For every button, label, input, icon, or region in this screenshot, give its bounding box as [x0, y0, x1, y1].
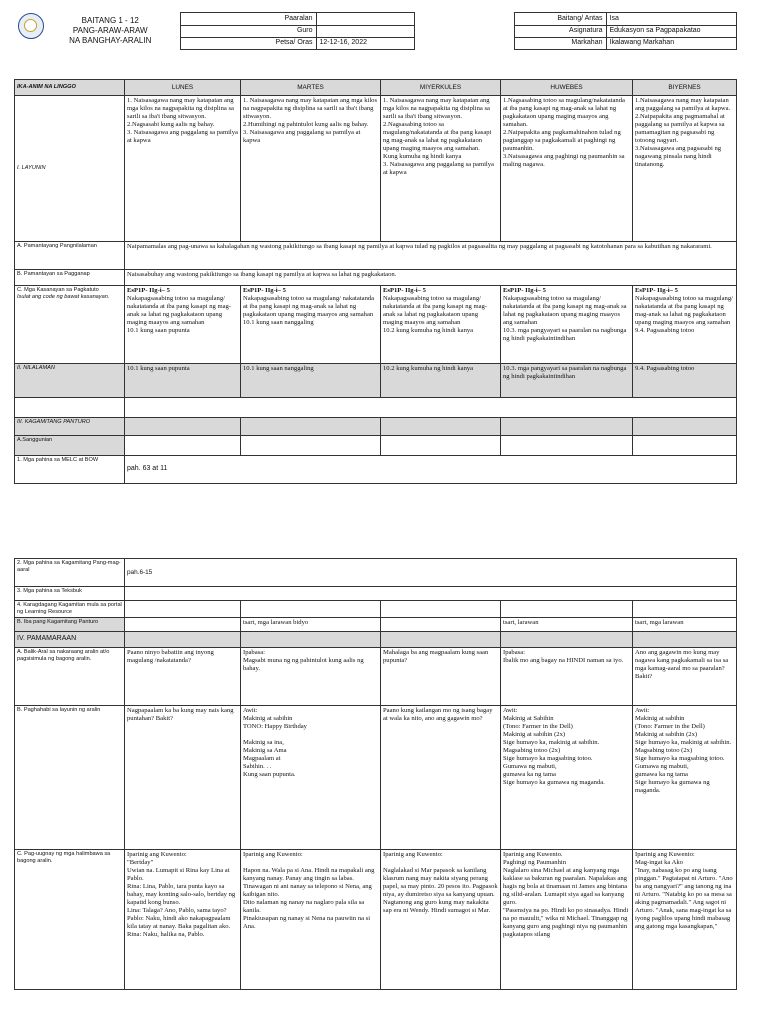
doc-title-line1: PANG-ARAW-ARAW: [72, 26, 148, 35]
kasanayan-label: C. Mga Kasanayan sa Pagkatuto: [17, 287, 99, 293]
kagamitan-mag-aaral-value: pah.6-15: [125, 559, 737, 587]
plan-table-bottom: [14, 558, 737, 990]
nilalaman-lunes: 10.1 kung saan pupunta: [125, 364, 241, 398]
paghahabi-martes: Awit: Makinig at sabihin TONO: Happy Birthday Makinig sa ina, Makinig sa Ama Magpaalam at Sabihin. . . Kung saan pupunta.: [241, 706, 381, 850]
kasanayan-huwebes: Nakapagsasabing totoo sa magulang/ nakatatanda at iba pang kasapi ng mag-anak sa lahat ng pagkakataon upang maging maayos ang samahan 10.3. mga pangyayari sa paaralan na nagbunga ng hindi pagkakaintindihan: [503, 295, 627, 343]
balik-aral-biyernes: Ano ang gagawin mo kung may nagawa kang pagkakamali sa isa sa mga kamag-aaral mo sa paaralan? Bakit?: [633, 648, 737, 706]
kagamitan-mag-aaral-label: 2. Mga pahina sa Kagamitang Pang-mag-aaral: [15, 559, 125, 587]
teksbuk-label: 3. Mga pahina sa Teksbuk: [15, 587, 125, 601]
paghahabi-huwebes: Awit: Makinig at Sabihin (Tono: Farmer in the Dell) Makinig at sabihin (2x) Sige humayo ka, makinig at sabihin. Magsabing totoo (2x) Sige humayo ka magsabing totoo. Gumawa ng mabuti, gumawa ka ng tama Sige humayo ka gumawa ng maganda.: [501, 706, 633, 850]
kasanayan-lunes: Nakapagsasabing totoo sa magulang/ nakatatanda at iba pang kasapi ng mag-anak sa lahat ng pagkakataon upang maging maayos ang samahan 10.1 kung saan pupunta: [127, 295, 231, 335]
layunin-lunes: 1. Naisasagawa nang may katapatan ang mga kilos na nagpapakita ng disiplina sa sarili sa iba't ibang sitwasyon. 2.Nagsasabi kung aalis ng bahay. 3. Naisasagawa ang paggalang sa pamilya at kapwa: [125, 96, 241, 242]
petsa-value: 12-12-16, 2022: [316, 38, 414, 50]
kasanayan-code: EsP1P- IIg-i– 5: [635, 287, 678, 294]
nilalaman-martes: 10.1 kung saan nanggaling: [241, 364, 381, 398]
nilalaman-biyernes: 9.4. Pagsasabing totoo: [633, 364, 737, 398]
markahan-label: Markahan: [514, 38, 606, 50]
paaralan-value[interactable]: [316, 13, 414, 26]
pag-uugnay-martes: Iparinig ang Kuwento: Hapon na. Wala pa si Ana. Hindi na mapakali ang kanyang nanay. Panay ang tingin sa labas. Tinawagan ni ani nanay sa telepono si Nena, ang kaibigan nito. Dito nalaman ng nanay na naglaro pala sila sa kanila. Pinakiusapan ng nanay si Nena na pauwiin na si Ana.: [241, 850, 381, 990]
lrmds-label: 4. Karagdagang Kagamitan mula sa portal ng Learning Resource: [15, 601, 125, 618]
pamamaraan-label: IV. PAMAMARAAN: [15, 632, 125, 648]
doc-title-line2: NA BANGHAY-ARALIN: [69, 36, 152, 45]
day-miyerkules: MIYERKULES: [381, 80, 501, 96]
guro-value[interactable]: [316, 26, 414, 38]
kasanayan-code: EsP1P- IIg-i– 5: [383, 287, 426, 294]
balik-aral-lunes: Paano ninyo babatiin ang inyong magulang /nakatatanda?: [125, 648, 241, 706]
kasanayan-martes: Nakapagsasabing totoo sa magulang/ nakatatanda at iba pang kasapi ng mag-anak sa lahat ng pagkakataon upang maging maayos ang samahan 10.1 kung saan nanggaling: [243, 295, 375, 327]
petsa-label: Petsa/ Oras: [180, 38, 316, 50]
pamantayang-pangnilalaman-label: A. Pamantayang Pangnilalaman: [15, 242, 125, 270]
pag-uugnay-label: C. Pag-uugnay ng mga halimbawa sa bagong aralin.: [15, 850, 125, 990]
day-lunes: LUNES: [125, 80, 241, 96]
day-huwebes: HUWEBES: [501, 80, 633, 96]
kasanayan-code: EsP1P- IIg-i– 5: [127, 287, 170, 294]
pamantayan-pagganap-text: Naisasabuhay ang wastong pakikitungo sa ibang kasapi ng pamilya at kapwa sa lahat ng pagkakataon.: [125, 270, 737, 286]
kasanayan-code: EsP1P- IIg-i– 5: [243, 287, 286, 294]
pamantayang-pangnilalaman-text: Naipamamalas ang pag-unawa sa kahalagahan ng wastong pakikitungo sa ibang kasapi ng pamilya at kapwa tulad ng pagkilos at pagsasalita ng may paggalang at pagsasabi ng katotohanan para sa kabutihan ng nakararami.: [125, 242, 737, 270]
asignatura-value: Edukasyon sa Pagpapakatao: [606, 26, 736, 38]
iba-pang-martes: tsart, mga larawan bidyo: [241, 618, 381, 632]
day-biyernes: BIYERNES: [633, 80, 737, 96]
melc-value: pah. 63 at 11: [125, 456, 737, 484]
balik-aral-miyerkules: Mahalaga ba ang magpaalam kung saan pupunta?: [381, 648, 501, 706]
balik-aral-huwebes: Ipabasa: Ibalik mo ang bagay na HINDI naman sa iyo.: [501, 648, 633, 706]
pag-uugnay-huwebes: Iparinig ang Kuwento. Paghingi ng Paumanhin Naglalaro sina Michael at ang kanyang mga kaklase sa bakuran ng paaralan. Napalakas ang hagis ng bola at tinamaan ni James ang bintana ng silid-aralan. Lumapit siya agad sa kanyang guro. "Pasensiya na po. Hindi ko po sinasadya. Hindi na po mauulit," wika ni Michael. Tinanggap ng kanyang guro ang paghingi niya ng paumanhin pagkatapos silang: [501, 850, 633, 990]
layunin-huwebes: 1.Nagsasabing totoo sa magulang/nakatatanda at iba pang kasapi ng mag-anak sa lahat ng pagkakataon upang maging maayos ang samahan. 2.Naipapakita ang pagkamahinahon tulad ng pagtanggap sa pagkakamali at paghingi ng paumanhin. 3.Naisasagawa ang paghingi ng paumanhin sa maling nagawa.: [501, 96, 633, 242]
balik-aral-label: A. Balik-Aral sa nakaraang aralin at/o pagsisimula ng bagong aralin.: [15, 648, 125, 706]
asignatura-label: Asignatura: [514, 26, 606, 38]
paghahabi-lunes: Nagpapaalam ka ba kung may nais kang puntahan? Bakit?: [125, 706, 241, 850]
nilalaman-label: II. NILALAMAN: [15, 364, 125, 398]
kasanayan-biyernes: Nakapagsasabing totoo sa magulang/ nakatatanda at iba pang kasapi ng mag-anak sa lahat ng pagkakataon upang maging maayos ang samahan 9.4. Pagsasabing totoo: [635, 295, 733, 335]
day-martes: MARTES: [241, 80, 381, 96]
kasanayan-code: EsP1P- IIg-i– 5: [503, 287, 546, 294]
week-label: IKA-ANIM NA LINGGO: [15, 80, 125, 96]
balik-aral-martes: Ipabasa: Magsabi muna ng ng pahintulot kung aalis ng bahay.: [241, 648, 381, 706]
nilalaman-miyerkules: 10.2 kung kumuha ng hindi kanya: [381, 364, 501, 398]
pamantayan-pagganap-label: B. Pamantayan sa Pagganap: [15, 270, 125, 286]
paaralan-label: Paaralan: [180, 13, 316, 26]
sanggunian-label: A.Sanggunian: [15, 436, 125, 456]
kasanayan-miyerkules: Nakapagsasabing totoo sa magulang/ nakatatanda at iba pang kasapi ng mag-anak sa lahat ng pagkakataon upang maging maayos ang samahan 10.2 kung kumuha ng hindi kanya: [383, 295, 487, 335]
layunin-biyernes: 1.Naisasagawa nang may katapatan ang paggalang sa pamilya at kapwa. 2.Naipapakita ang pagmamahal at paggalang sa pamilya at kapwa sa pamamagitan ng pagsasabi ng totoong nagyari. 3.Naisasagawa ang pagsasabi ng nagawang pinsala nang hindi tinatanong.: [633, 96, 737, 242]
layunin-miyerkules: 1. Naisasagawa nang may katapatan ang mga kilos na nagpapakita ng disiplina sa sarili sa iba't ibang sitwasyon. 2.Nagsasabing totoo sa magulang/nakatatanda at iba pang kasapi ng mag-anak sa lahat ng pagkakataon upang maging maayos ang samahan. Kung kumuha ng hindi kanya 3. Naisasagawa ang paggalang sa pamilya at kapwa: [381, 96, 501, 242]
paghahabi-miyerkules: Paano kung kailangan mo ng isang bagay at wala ka nito, ano ang gagawin mo?: [381, 706, 501, 850]
kasanayan-sublabel: Isulat ang code ng bawat kasanayan.: [17, 293, 110, 300]
layunin-martes: 1. Naisasagawa nang may katapatan ang mga kilos na nagpapakita ng disiplina sa sarili sa iba't ibang sitwasyon. 2.Humihingi ng pahintulot kung aalis ng bahay. 3. Naisasagawa ang paggalang sa pamilya at kapwa: [241, 96, 381, 242]
kagamitan-label: III. KAGAMITANG PANTURO: [15, 418, 125, 436]
paghahabi-biyernes: Awit: Makinig at sabihin (Tono: Farmer in the Dell) Makinig at sabihin (2x) Sige humayo ka, makinig at sabihin. Magsabing totoo (2x) Sige humayo ka magsabing totoo. Gumawa ng mabuti, gumawa ka ng tama Sige humayo ka gumawa ng maganda.: [633, 706, 737, 850]
pag-uugnay-miyerkules: Iparinig ang Kuwento: Naglalakad si Mar papasok sa kanilang klasrum nang may nakita siyang perang papel, sa may pinto. 20 pesos ito. Pagpasok niya, ay dumiretso siya sa kanyang upuan. Nagtanong ang guro kung may nakakita sap era ni Wendy. Hindi sumagot si Mar.: [381, 850, 501, 990]
melc-label: 1. Mga pahina sa MELC at BOW: [15, 456, 125, 484]
iba-pang-biyernes: tsart, mga larawan: [633, 618, 737, 632]
grade-level: BAITANG 1 - 12: [81, 16, 139, 25]
plan-table-top: [14, 79, 737, 484]
iba-pang-kagamitan-label: B. Iba pang Kagamitang Panturo: [15, 618, 125, 632]
markahan-value: Ikalawang Markahan: [606, 38, 736, 50]
pag-uugnay-biyernes: Iparinig ang Kuwento: Mag-ingat ka Ako "Inay, nabasag ko po ang isang pinggan." Pagtatapat ni Arturo. "Ano ba ang nangyari?" ang tanong ng ina ni Arturo. "Natabig ko po sa mesa sa aking pagmamadali." Ang sagot ni Arturo. "Anak, sana mag-ingat ka sa iyong paglilos upang hindi mabasag ang gatong mga kasangkapan,": [633, 850, 737, 990]
baitang-value: Isa: [606, 13, 736, 26]
baitang-label: Baitang/ Antas: [514, 13, 606, 26]
guro-label: Guro: [180, 26, 316, 38]
nilalaman-huwebes: 10.3. mga pangyayari sa paaralan na nagbunga ng hindi pagkakaintindihan: [501, 364, 633, 398]
layunin-label: I. LAYUNIN: [15, 96, 125, 242]
paghahabi-label: B. Paghahabi sa layunin ng aralin: [15, 706, 125, 850]
iba-pang-huwebes: tsart, larawan: [501, 618, 633, 632]
header-table: [14, 12, 737, 50]
pag-uugnay-lunes: Iparinig ang Kuwento: "Bertday" Uwian na. Lumapit si Rina kay Lina at Pablo. Rina: Lina, Pablo, tara punta kayo sa bahay, may konting salo-salo, bertday ng kapatid kong bunso. Lina: Talaga? Ano, Pablo, sama tayo? Pablo: Naku, hindi ako nakapagpaalam kila tatay at nanay. Baka pagalitan ako. Rina: Naku, halika na, Pablo.: [125, 850, 241, 990]
